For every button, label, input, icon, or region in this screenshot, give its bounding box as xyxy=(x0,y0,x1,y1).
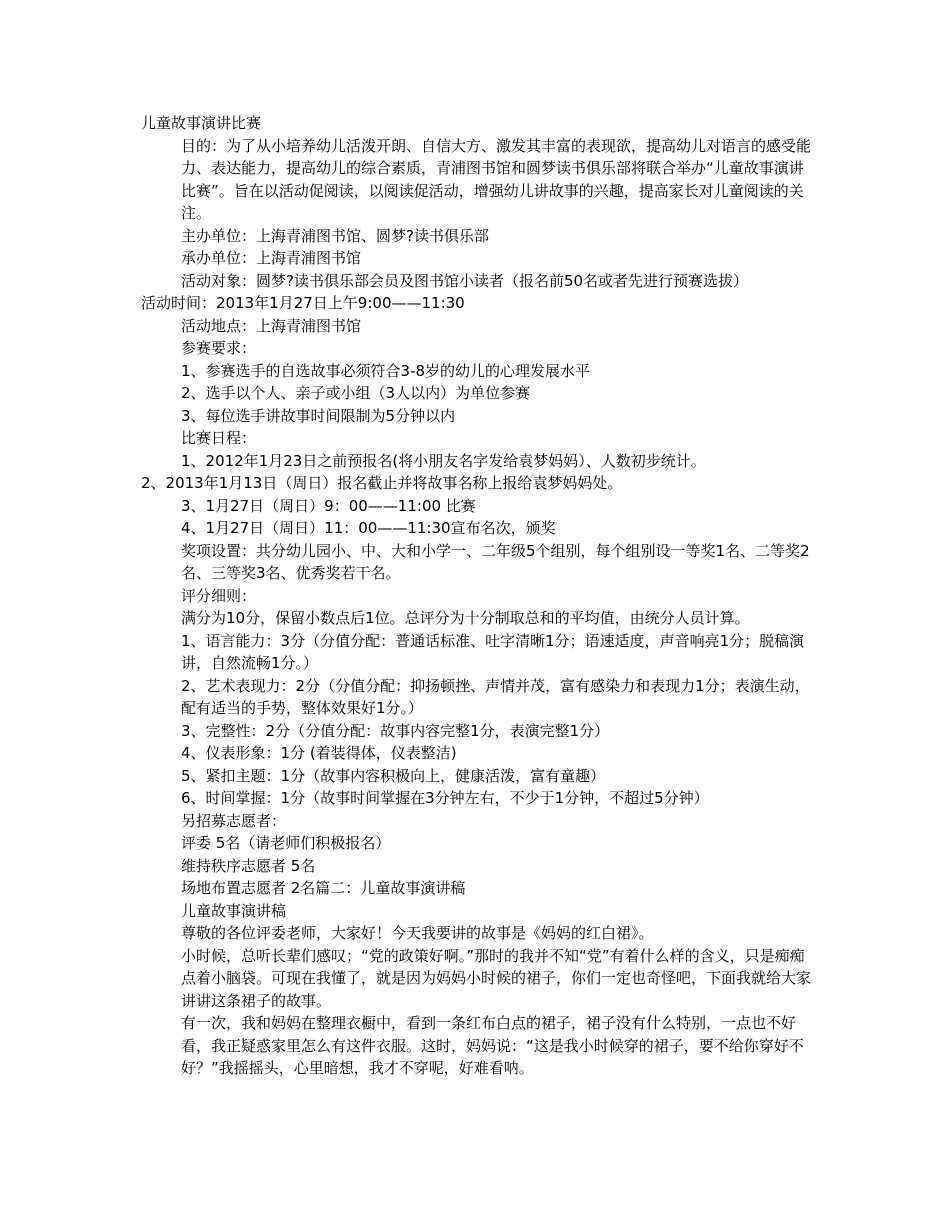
paragraph: 3、每位选手讲故事时间限制为5分钟以内 xyxy=(181,406,456,425)
paragraph: 儿童故事演讲稿 xyxy=(181,901,287,920)
document-body xyxy=(141,112,811,1080)
paragraph: 主办单位：上海青浦图书馆、圆梦?读书俱乐部 xyxy=(181,226,489,245)
paragraph: 1、语言能力：3分（分值分配：普通话标准、吐字清晰1分；语速适度，声音响亮1分；脱稿演讲，自然流畅1分。） xyxy=(181,631,805,672)
paragraph: 2、艺术表现力：2分（分值分配：抑扬顿挫、声情并茂，富有感染力和表现力1分；表演生动，配有适当的手势，整体效果好1分。） xyxy=(181,676,810,717)
paragraph: 2、选手以个人、亲子或小组（3人以内）为单位参赛 xyxy=(181,384,531,402)
paragraph: 另招募志愿者： xyxy=(181,811,287,830)
paragraph: 有一次，我和妈妈在整理衣橱中，看到一条红布白点的裙子，裙子没有什么特别，一点也不好看，我正疑惑家里怎么有这件衣服。这时，妈妈说：“这是我小时候穿的裙子，要不给你穿好不好？”我摇摇头，心里暗想，我才不穿呢，好难看呐。 xyxy=(181,1014,804,1077)
paragraph: 活动时间：2013年1月27日上午9:00——11:30 xyxy=(141,294,465,312)
paragraph: 评分细则： xyxy=(181,586,257,605)
paragraph: 参赛要求： xyxy=(181,339,257,357)
paragraph: 满分为10分，保留小数点后1位。总评分为十分制取总和的平均值，由统分人员计算。 xyxy=(181,609,750,627)
paragraph: 小时候，总听长辈们感叹；“党的政策好啊。”那时的我并不知“党”有着什么样的含义，只是痴痴点着小脑袋。可现在我懂了，就是因为妈妈小时候的裙子，你们一定也奇怪吧，下面我就给大家讲讲这条裙子的故事。 xyxy=(181,946,812,1010)
paragraph: 5、紧扣主题：1分（故事内容积极向上，健康活泼，富有童趣） xyxy=(181,766,606,785)
paragraph: 承办单位：上海青浦图书馆 xyxy=(181,249,362,267)
paragraph: 4、仪表形象：1分 (着装得体，仪表整洁) xyxy=(181,744,457,762)
paragraph: 奖项设置：共分幼儿园小、中、大和小学一、二年级5个组别，每个组别设一等奖1名、二等奖2名、三等奖3名、优秀奖若干名。 xyxy=(181,541,810,582)
paragraph: 比赛日程： xyxy=(181,429,257,447)
paragraph: 场地布置志愿者 2名篇二：儿童故事演讲稿 xyxy=(181,879,466,897)
paragraph: 活动地点：上海青浦图书馆 xyxy=(181,316,362,335)
paragraph: 目的：为了从小培养幼儿活泼开朗、自信大方、激发其丰富的表现欲，提高幼儿对语言的感受能力、表达能力，提高幼儿的综合素质，青浦图书馆和圆梦读书俱乐部将联合举办“儿童故事演讲比赛”。旨在以活动促阅读，以阅读促活动，增强幼儿讲故事的兴趣，提高家长对儿童阅读的关注。 xyxy=(181,136,812,222)
paragraph: 2、2013年1月13日（周日）报名截止并将故事名称上报给袁梦妈妈处。 xyxy=(141,474,623,492)
paragraph: 尊敬的各位评委老师，大家好！今天我要讲的故事是《妈妈的红白裙》。 xyxy=(181,924,654,942)
paragraph: 活动对象：圆梦?读书俱乐部会员及图书馆小读者（报名前50名或者先进行预赛选拔） xyxy=(181,271,749,290)
paragraph: 维持秩序志愿者 5名 xyxy=(181,856,316,875)
paragraph: 评委 5名（请老师们积极报名） xyxy=(181,834,391,852)
paragraph: 4、1月27日（周日）11：00——11:30宣布名次，颁奖 xyxy=(181,519,556,537)
paragraph: 3、1月27日（周日）9：00——11:00 比赛 xyxy=(181,496,476,515)
document-title: 儿童故事演讲比赛 xyxy=(141,114,262,132)
paragraph: 3、完整性：2分（分值分配：故事内容完整1分，表演完整1分） xyxy=(181,721,610,740)
paragraph: 1、参赛选手的自选故事必须符合3-8岁的幼儿的心理发展水平 xyxy=(181,361,591,380)
paragraph: 6、时间掌握：1分（故事时间掌握在3分钟左右，不少于1分钟，不超过5分钟） xyxy=(181,789,709,807)
paragraph: 1、2012年1月23日之前预报名(将小朋友名字发给袁梦妈妈）、人数初步统计。 xyxy=(181,451,706,470)
